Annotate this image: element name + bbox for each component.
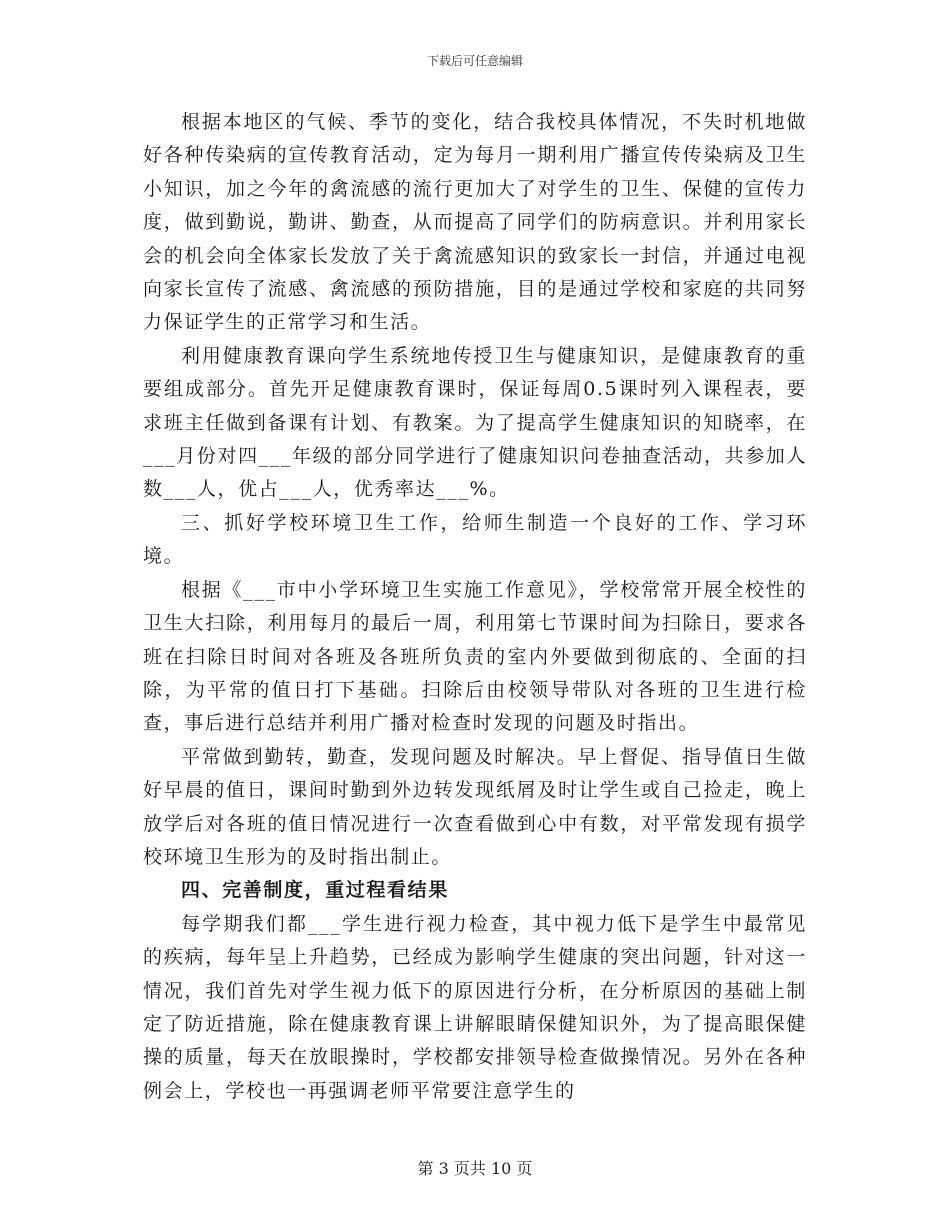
paragraph-disease-education: 根据本地区的气候、季节的变化，结合我校具体情况，不失时机地做好各种传染病的宣传教育活动，定为每月一期利用广播宣传传染病及卫生小知识，加之今年的禽流感的流行更加大了对学生的卫生、保健的宣传力度，做到勤说，勤讲、勤查，从而提高了同学们的防病意识。并利用家长会的机会向全体家长发放了关于禽流感知识的致家长一封信，并通过电视向家长宣传了流感、禽流感的预防措施，目的是通过学校和家庭的共同努力保证学生的正常学习和生活。 <box>143 111 807 334</box>
document-body <box>143 106 807 1108</box>
paragraph-health-course: 利用健康教育课向学生系统地传授卫生与健康知识，是健康教育的重要组成部分。首先开足健康教育课时，保证每周0.5课时列入课程表，要求班主任做到备课有计划、有教案。为了提高学生健康知识的知晓率，在___月份对四___年级的部分同学进行了健康知识问卷抽查活动，共参加人数___人，优占___人，优秀率达___%。 <box>143 344 808 501</box>
section-four-heading: 四、完善制度，重过程看结果 <box>181 879 449 902</box>
page-number-footer: 第 3 页共 10 页 <box>417 1159 533 1178</box>
page-header: 下载后可任意编辑 <box>426 54 523 68</box>
paragraph-section-three-title: 三、抓好学校环境卫生工作，给师生制造一个良好的工作、学习环境。 <box>143 511 807 568</box>
paragraph-daily-inspection: 平常做到勤转，勤查，发现问题及时解决。早上督促、指导值日生做好早晨的值日，课间时勤到外边转发现纸屑及时让学生或自己捡走，晚上放学后对各班的值日情况进行一次查看做到心中有数，对平常发现有损学校环境卫生形为的及时指出制止。 <box>143 745 807 868</box>
paragraph-cleaning-policy: 根据《___市中小学环境卫生实施工作意见》，学校常常开展全校性的卫生大扫除，利用每月的最后一周，利用第七节课时间为扫除日，要求各班在扫除日时间对各班及各班所负责的室内外要做到彻底的、全面的扫除，为平常的值日打下基础。扫除后由校领导带队对各班的卫生进行检查，事后进行总结并利用广播对检查时发现的问题及时指出。 <box>143 578 807 735</box>
paragraph-vision-check: 每学期我们都___学生进行视力检查，其中视力低下是学生中最常见的疾病，每年呈上升趋势，已经成为影响学生健康的突出问题，针对这一情况，我们首先对学生视力低下的原因进行分析，在分析原因的基础上制定了防近措施，除在健康教育课上讲解眼睛保健知识外，为了提高眼保健操的质量，每天在放眼操时，学校都安排领导检查做操情况。另外在各种例会上，学校也一再强调老师平常要注意学生的 <box>143 912 807 1102</box>
